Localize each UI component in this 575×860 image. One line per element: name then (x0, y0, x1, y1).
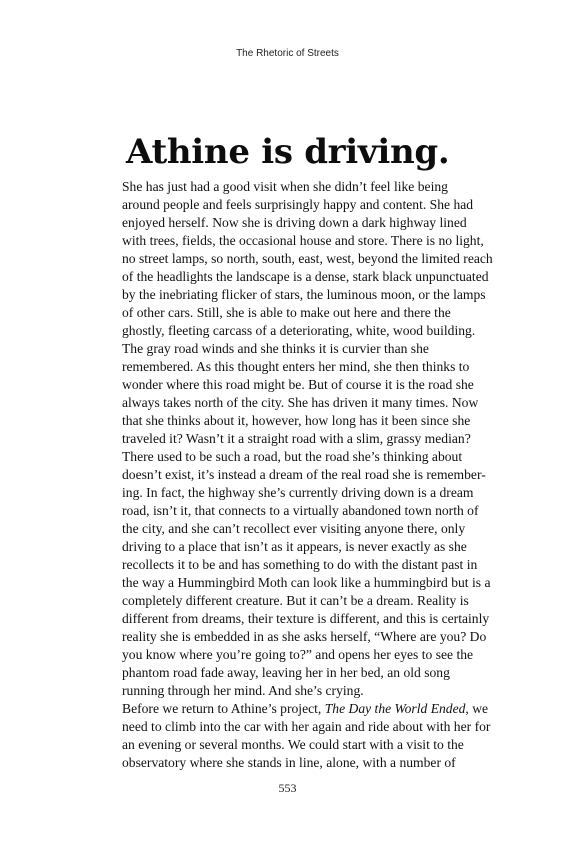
paragraph-line: ghostly, fleeting carcass of a deteriorating, white, wood building. (122, 323, 476, 338)
paragraph-line: completely different creature. But it can’t be a dream. Reality is (122, 593, 469, 608)
paragraph-line: of the headlights the landscape is a dense, stark black unpunctuated (122, 269, 489, 284)
paragraph-line: with trees, fields, the occasional house and store. There is no light, (122, 233, 484, 248)
paragraph-line: driving to a place that isn’t as it appears, is never exactly as she (122, 539, 467, 554)
paragraph-line: She has just had a good visit when she didn’t feel like being (122, 179, 448, 194)
paragraph-line: that she thinks about it, however, how long has it been since she (122, 413, 471, 428)
paragraph-line: running through her mind. And she’s crying. (122, 683, 364, 698)
paragraph-line: remembered. As this thought enters her mind, she then thinks to (122, 359, 470, 374)
paragraph-line: There used to be such a road, but the road she’s thinking about (122, 449, 463, 464)
page-number: 553 (278, 781, 297, 795)
paragraph-line: The gray road winds and she thinks it is curvier than she (122, 341, 429, 356)
paragraph-line: the way a Hummingbird Moth can look like a hummingbird but is a (122, 575, 491, 590)
paragraph-line: of other cars. Still, she is able to make out here and there the (122, 305, 451, 320)
paragraph-line: ing. In fact, the highway she’s currently driving down is a dream (122, 485, 474, 500)
paragraph (105, 700, 511, 772)
paragraph-line: recollects it to be and has something to do with the distant past in (122, 557, 478, 572)
paragraph-line: doesn’t exist, it’s instead a dream of the real road she is remember- (122, 467, 486, 482)
paragraph-line: reality she is embedded in as she asks herself, “Where are you? Do (122, 629, 487, 644)
paragraph-line: traveled it? Wasn’t it a straight road with a slim, grassy median? (122, 431, 471, 446)
paragraph-line: need to climb into the car with her again and ride about with her for (122, 719, 491, 734)
paragraph-text: , we (465, 701, 489, 716)
paragraph (105, 178, 511, 700)
paragraph-line: an evening or several months. We could start with a visit to the (122, 737, 464, 752)
paragraph-line: the city, and she can’t recollect ever visiting anyone there, only (122, 521, 466, 536)
paragraph-line: road, isn’t it, that connects to a virtually abandoned town north of (122, 503, 479, 518)
body-text (105, 178, 511, 772)
paragraph-line: you know where you’re going to?” and opens her eyes to see the (122, 647, 474, 662)
paragraph-line: enjoyed herself. Now she is driving down a dark highway lined (122, 215, 467, 230)
paragraph-line: wonder where this road might be. But of course it is the road she (122, 377, 474, 392)
paragraph-line: by the inebriating flicker of stars, the luminous moon, or the lamps (122, 287, 486, 302)
paragraph-line: around people and feels surprisingly happy and content. She had (122, 197, 474, 212)
paragraph-line: observatory where she stands in line, alone, with a number of (122, 755, 456, 770)
paragraph-line (105, 700, 511, 718)
running-header: The Rhetoric of Streets (236, 48, 339, 59)
paragraph-line: phantom road fade away, leaving her in her bed, an old song (122, 665, 450, 680)
paragraph-line: different from dreams, their texture is different, and this is certainly (122, 611, 490, 626)
paragraph-line: no street lamps, so north, south, east, west, beyond the limited reach (122, 251, 493, 266)
paragraph-text: Before we return to Athine’s project, (122, 701, 325, 716)
chapter-title: Athine is driving. (126, 132, 450, 172)
work-title: The Day the World Ended (324, 701, 466, 716)
paragraph-line: always takes north of the city. She has driven it many times. Now (122, 395, 479, 410)
